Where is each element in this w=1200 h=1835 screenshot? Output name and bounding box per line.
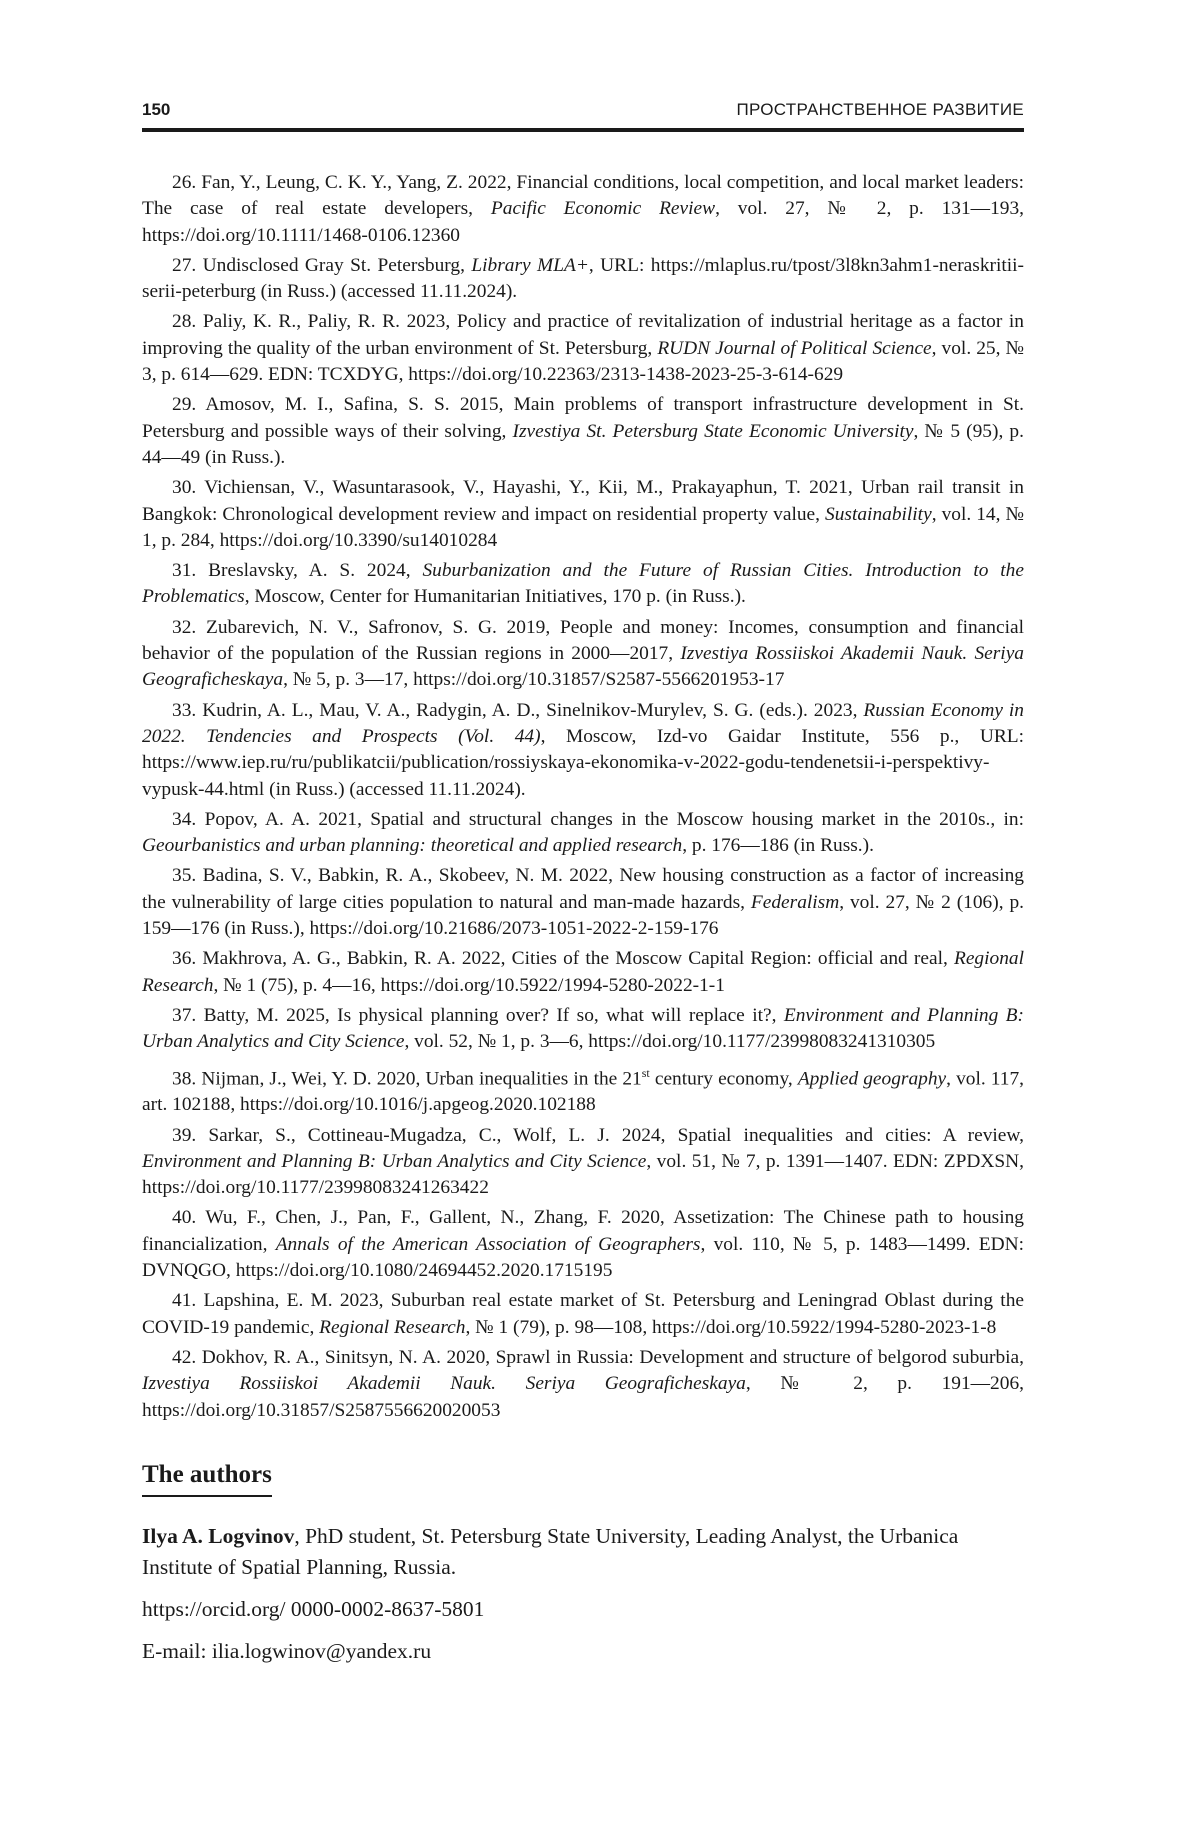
reference-source-title: Federalism: [751, 892, 839, 913]
reference-text: 31. Breslavsky, A. S. 2024,: [172, 560, 422, 581]
reference-source-title: Library MLA+: [471, 255, 589, 276]
reference-entry: [142, 309, 1024, 388]
running-head: [142, 96, 1024, 120]
reference-source-title: Applied geography: [798, 1068, 946, 1089]
reference-text: 41. Lapshina, E. M. 2023, Suburban real estate market of St. Petersburg and Leningrad Oblast during the COVID-19 pandemic,: [142, 1290, 1024, 1337]
reference-text: , URL: https://mlaplus.ru/tpost/3l8kn3ahm1-neraskritii-serii-peterburg (in Russ.) (accessed 11.11.2024).: [142, 255, 1024, 302]
page: [142, 96, 1024, 1678]
reference-text: , vol. 25, № 3, p. 614—629. EDN: TCXDYG, https://doi.org/10.22363/2313-1438-2023-25-3-614-629: [142, 338, 1024, 385]
author-orcid[interactable]: https://orcid.org/ 0000-0002-8637-5801: [142, 1594, 1024, 1625]
author-block: [142, 1521, 1024, 1667]
reference-source-title: Suburbanization and the Future of Russian Cities. Introduction to the Problematics: [142, 560, 1024, 607]
reference-text: , vol. 27, № 2, p. 131—193, https://doi.org/10.1111/1468-0106.12360: [142, 198, 1024, 245]
reference-text: 30. Vichiensan, V., Wasuntarasook, V., Hayashi, Y., Kii, M., Prakayaphun, T. 2021, Urban rail transit in Bangkok: Chronological development review and impact on residential property value,: [142, 477, 1024, 524]
reference-text: 39. Sarkar, S., Cottineau-Mugadza, C., Wolf, L. J. 2024, Spatial inequalities and cities: A review,: [172, 1125, 1024, 1146]
reference-text: , vol. 51, № 7, p. 1391—1407. EDN: ZPDXSN, https://doi.org/10.1177/23998083241263422: [142, 1151, 1024, 1198]
reference-entry: [142, 1003, 1024, 1056]
reference-text: 42. Dokhov, R. A., Sinitsyn, N. A. 2020, Sprawl in Russia: Development and structure of belgorod suburbia,: [172, 1347, 1024, 1368]
reference-entry: [142, 946, 1024, 999]
reference-text: , vol. 110, № 5, p. 1483—1499. EDN: DVNQGO, https://doi.org/10.1080/24694452.2020.1715195: [142, 1234, 1024, 1281]
reference-entry: [142, 807, 1024, 860]
reference-source-title: Pacific Economic Review: [491, 198, 715, 219]
reference-source-title: Geourbanistics and urban planning: theoretical and applied research: [142, 835, 682, 856]
reference-entry: [142, 253, 1024, 306]
reference-text: 36. Makhrova, A. G., Babkin, R. A. 2022, Cities of the Moscow Capital Region: official and real,: [172, 948, 954, 969]
reference-text: , № 1 (75), p. 4—16, https://doi.org/10.5922/1994-5280-2022-1-1: [213, 975, 725, 996]
reference-source-title: Annals of the American Association of Geographers: [276, 1234, 701, 1255]
reference-list: [142, 170, 1024, 1424]
reference-text: century economy,: [650, 1068, 798, 1089]
reference-text: , vol. 14, № 1, p. 284, https://doi.org/10.3390/su14010284: [142, 504, 1024, 551]
reference-text: 35. Badina, S. V., Babkin, R. A., Skobeev, N. M. 2022, New housing construction as a factor of increasing the vulnerability of large cities population to natural and man-made hazards,: [142, 865, 1024, 912]
reference-source-title: Regional Research: [142, 948, 1024, 995]
reference-entry: [142, 1123, 1024, 1202]
reference-source-title: Izvestiya St. Petersburg State Economic University: [513, 421, 914, 442]
reference-source-title: Izvestiya Rossiiskoi Akademii Nauk. Seriya Geograficheskaya: [142, 643, 1024, 690]
reference-text: , vol. 52, № 1, p. 3—6, https://doi.org/10.1177/23998083241310305: [404, 1031, 935, 1052]
reference-text: , vol. 27, № 2 (106), p. 159—176 (in Russ.), https://doi.org/10.21686/2073-1051-2022-2-159-176: [142, 892, 1024, 939]
reference-entry: [142, 698, 1024, 803]
reference-text: 40. Wu, F., Chen, J., Pan, F., Gallent, N., Zhang, F. 2020, Assetization: The Chinese path to housing financialization,: [142, 1207, 1024, 1254]
reference-text: 28. Paliy, K. R., Paliy, R. R. 2023, Policy and practice of revitalization of industrial heritage as a factor in improving the quality of the urban environment of St. Petersburg,: [142, 311, 1024, 358]
reference-source-title: Izvestiya Rossiiskoi Akademii Nauk. Seriya Geograficheskaya: [142, 1373, 746, 1394]
reference-text: , vol. 117, art. 102188, https://doi.org/10.1016/j.apgeog.2020.102188: [142, 1068, 1024, 1115]
reference-text: , № 5 (95), p. 44—49 (in Russ.).: [142, 421, 1024, 468]
journal-section-title: ПРОСТРАНСТВЕННОЕ РАЗВИТИЕ: [736, 100, 1024, 120]
reference-text: , Moscow, Center for Humanitarian Initiatives, 170 p. (in Russ.).: [245, 586, 746, 607]
reference-text: 26. Fan, Y., Leung, C. K. Y., Yang, Z. 2022, Financial conditions, local competition, and local market leaders: The case of real estate developers,: [142, 172, 1024, 219]
author-affiliation: , PhD student, St. Petersburg State University, Leading Analyst, the Urbanica Institute of Spatial Planning, Russia.: [142, 1524, 958, 1579]
reference-text: 27. Undisclosed Gray St. Petersburg,: [172, 255, 471, 276]
author-name: Ilya A. Logvinov: [142, 1524, 294, 1548]
page-number: 150: [142, 100, 170, 120]
reference-entry: [142, 1345, 1024, 1424]
reference-text: , № 2, p. 191—206, https://doi.org/10.31857/S2587556620020053: [142, 1373, 1024, 1420]
reference-entry: [142, 1288, 1024, 1341]
reference-source-title: Sustainability: [825, 504, 932, 525]
reference-entry: [142, 863, 1024, 942]
reference-text: 29. Amosov, M. I., Safina, S. S. 2015, Main problems of transport infrastructure development in St. Petersburg and possible ways of their solving,: [142, 394, 1024, 441]
reference-entry: [142, 1205, 1024, 1284]
reference-text: 38. Nijman, J., Wei, Y. D. 2020, Urban inequalities in the 21: [172, 1068, 642, 1089]
reference-text: 37. Batty, M. 2025, Is physical planning over? If so, what will replace it?,: [172, 1005, 784, 1026]
reference-source-title: Environment and Planning B: Urban Analytics and City Science: [142, 1151, 646, 1172]
reference-entry: [142, 558, 1024, 611]
reference-text: , № 5, p. 3—17, https://doi.org/10.31857/S2587-5566201953-17: [283, 669, 784, 690]
reference-text: , Moscow, Izd-vo Gaidar Institute, 556 p., URL: https://www.iep.ru/ru/publikatcii/publication/rossiyskaya-ekonomika-v-2022-godu-tendenetsii-i-perspektivy-vypusk-44.html (in Russ.) (accessed 11.11.2024).: [142, 726, 1024, 800]
author-bio: [142, 1521, 1024, 1583]
reference-superscript: st: [642, 1066, 650, 1080]
authors-heading: The authors: [142, 1461, 272, 1497]
header-rule: [142, 128, 1024, 132]
reference-text: , p. 176—186 (in Russ.).: [682, 835, 874, 856]
reference-source-title: Regional Research: [319, 1317, 465, 1338]
reference-entry: [142, 392, 1024, 471]
author-email[interactable]: E-mail: ilia.logwinov@yandex.ru: [142, 1636, 1024, 1667]
reference-source-title: RUDN Journal of Political Science: [657, 338, 931, 359]
reference-entry: [142, 615, 1024, 694]
reference-entry: [142, 475, 1024, 554]
reference-entry: [142, 170, 1024, 249]
reference-entry: [142, 1060, 1024, 1119]
reference-source-title: Environment and Planning B: Urban Analytics and City Science: [142, 1005, 1024, 1052]
reference-text: 32. Zubarevich, N. V., Safronov, S. G. 2019, People and money: Incomes, consumption and financial behavior of the population of the Russian regions in 2000—2017,: [142, 617, 1024, 664]
reference-source-title: Russian Economy in 2022. Tendencies and Prospects (Vol. 44): [142, 700, 1024, 747]
reference-text: 33. Kudrin, A. L., Mau, V. A., Radygin, A. D., Sinelnikov-Murylev, S. G. (eds.). 2023,: [172, 700, 863, 721]
reference-text: 34. Popov, A. A. 2021, Spatial and structural changes in the Moscow housing market in the 2010s., in:: [172, 809, 1024, 830]
reference-text: , № 1 (79), p. 98—108, https://doi.org/10.5922/1994-5280-2023-1-8: [465, 1317, 996, 1338]
